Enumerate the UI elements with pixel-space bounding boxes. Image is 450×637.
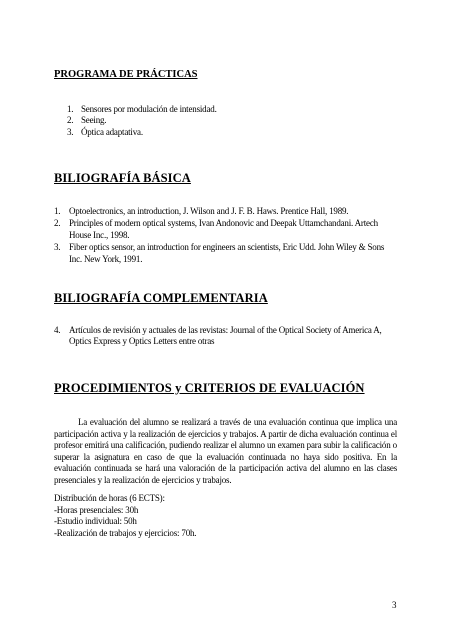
list-item (54, 242, 399, 265)
list-number: 2. (67, 115, 74, 126)
evaluation-paragraph-text: La evaluación del alumno se realizará a través de una evaluación continua que implica una participación activa y la realización de ejercicios y trabajos. A partir de dicha evaluación continua el profesor emitirá una calificación, pudiendo realizar el alumno un examen para subir la calificación o superar la asignatura en caso de que la evaluación continuada no haya sido positiva. En la evaluación continuada se hará una valoración de la participación activa del alumno en las clases presenciales y la realización de ejercicios y trabajos. (54, 417, 397, 485)
list-item-text: Seeing. (81, 115, 107, 126)
list-item-text: Fiber optics sensor, an introduction for engineers an scientists, Eric Udd. John Wiley & Sons Inc. New York, 1991. (69, 242, 385, 264)
list-item-text: Artículos de revisión y actuales de las revistas: Journal of the Optical Society of America A, Optics Express y Optics Letters entre otras (69, 325, 382, 347)
list-item (54, 206, 399, 217)
hours-line-estudio: -Estudio individual: 50h (54, 516, 137, 527)
list-item (67, 127, 397, 138)
list-item (67, 104, 397, 115)
hours-line-trabajos: -Realización de trabajos y ejercicios: 70h. (54, 527, 197, 538)
list-item (54, 325, 399, 348)
list-number: 3. (54, 242, 61, 253)
list-number: 1. (54, 206, 61, 216)
list-item-text: Sensores por modulación de intensidad. (81, 104, 217, 114)
list-number: 4. (54, 325, 61, 335)
practicas-list (67, 104, 397, 138)
list-item-text: Óptica adaptativa. (81, 126, 143, 137)
heading-programa-practicas: PROGRAMA DE PRÁCTICAS (54, 69, 198, 80)
list-number: 2. (54, 218, 61, 229)
list-number: 3. (67, 126, 74, 137)
list-item-text: Principles of modern optical systems, Ivan Andonovic and Deepak Uttamchandani. Artech House Inc., 1998. (69, 218, 378, 240)
list-number: 1. (67, 104, 74, 114)
page-number: 3 (392, 600, 397, 610)
list-item-text: Optoelectronics, an introduction, J. Wilson and J. F. B. Haws. Prentice Hall, 1989. (69, 206, 349, 216)
hours-title: Distribución de horas (6 ECTS): (54, 493, 165, 503)
bibliografia-complementaria-list (54, 325, 399, 348)
heading-procedimientos-evaluacion: PROCEDIMIENTOS y CRITERIOS DE EVALUACIÓN (54, 381, 365, 395)
heading-bibliografia-complementaria: BILIOGRAFÍA COMPLEMENTARIA (54, 291, 268, 305)
heading-bibliografia-basica: BILIOGRAFÍA BÁSICA (54, 171, 191, 185)
hours-line-presenciales: -Horas presenciales: 30h (54, 504, 139, 515)
bibliografia-basica-list (54, 206, 399, 266)
evaluation-paragraph (54, 417, 397, 487)
hours-distribution (54, 493, 196, 539)
list-item (54, 218, 399, 241)
list-item (67, 115, 397, 126)
